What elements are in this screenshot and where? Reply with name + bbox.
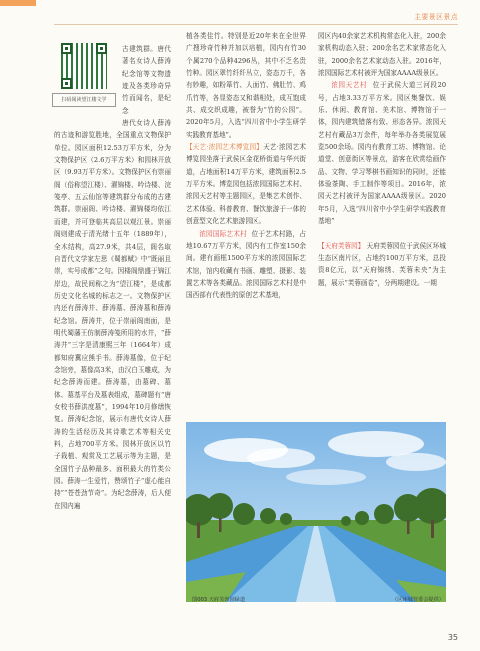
photo-credit: （区环城管委会提供） — [392, 597, 444, 603]
photo-caption: 图003 天府芙蓉园绿道 — [192, 597, 246, 603]
qr-code-icon[interactable] — [61, 43, 107, 89]
column-1 — [54, 43, 171, 512]
heading-tianfu-furong-garden: 【天府芙蓉园】 — [318, 241, 365, 250]
section-header: 主要景区景点 — [414, 13, 458, 21]
col3-paragraph-3: 天府芙蓉园位于武侯区环城生态区南片区，占地约100万平方米，总投资8亿元，以“天府锦绣、芙蓉未央”为主题，展示“芙蓉画卷”，分两期建设。一期 — [318, 241, 447, 287]
col3-paragraph-2: 位于武侯大道三河段20号，占地3.33万平方米。园区集餐饮、娱乐、休闲、教育馆、美术馆、博物馆于一体，园内建筑错落有致、形态各异。浓园天艺村有藏品3万余件，每年举办各类展览展览500余场。园内有教育工坊、博物馆、论道堂、创意街区等景点，游客在欣赏绘画作品、文物、学习琴棋书画知识的同时，还能体验茶陶、手工制作等项目。2016年，浓园天艺村被评为国家AAAA级景区。2020年5月，入选“四川省中小学生研学实践教育基地” — [318, 81, 447, 226]
col3-paragraph-1: 园区内40余家艺术机构常态化入驻，200余家机构动态入驻；200余名艺术家常态化入驻，2000余名艺术家动态入驻。2016年，浓园国际艺术村被评为国家AAAA级景区。 — [318, 32, 446, 78]
col2-paragraph-2: 天艺·浓园艺术博览园坐落于武侯区金花桥街道与华兴街道，占地面积14万平方米，建筑面积2.5万平方米。博览园包括浓园国际艺术村、浓园天艺村等主题园区，是集艺术创作、艺术体验、科普教育、餐饮旅游于一体的创意型文化艺术旅游园区。 — [186, 143, 306, 226]
qr-caption: 扫码阅读望江楼文学 — [52, 93, 116, 107]
col2-paragraph-3: 位于艺术村路，占地10.67万平方米，园内有工作室150余间。建有画框1500平方米的浓园国际艺术馆，馆内收藏有书画、雕塑、摄影、装置艺术等各类藏品。浓园国际艺术村是中国西部有代表性的原创艺术基地， — [186, 229, 306, 300]
col1-paragraph: 唐代女诗人薛涛的古迹和游览胜地，全国重点文物保护单位。园区面积12.53万平方米，分为文物保护区（2.6万平方米）和园林开放区（9.93万平方米）。文物保护区有崇丽阁（俗称望江楼）、濯锦楼、吟诗楼、浣笺亭、五云仙馆等建筑群分布成的古建筑群。崇丽阁、吟诗楼、濯锦楼均依江而建，并可登临其高层以观江景。崇丽阁则建成于清光绪十五年（1889年），全木结构，高27.9米，共4层，阁名取自晋代文学家左思《蜀都赋》中“既丽且崇，实号成都”之句。因楼阁鼎盛于锦江岸边，故民间称之为“望江楼”，是成都历史文化名城的标志之一。文物保护区内还有薛涛井、薛涛墓、薛涛墓和薛涛纪念馆。薛涛井，位于崇丽阁南面，是明代蜀藩王仿制薛涛笺所用的水井，“薛涛井”三字是清康熙三年（1664年）成都知府冀应熊手书。薛涛墓像，位于纪念馆旁，墓像高3米，由汉白玉雕成，为纪念薛涛而建。薛涛墓，由墓碑、墓体、墓基平台及墓表组成，墓碑题有“唐女校书薛洪度墓”，1994年10月修缮恢复。薛涛纪念馆，展示有唐代女诗人薛涛的生活经历及其诗歌艺术等相关史料，占地700平方米。园林开放区以竹子栽植、观赏及工艺展示等为主题，是全国竹子品种最多、面积最大的竹类公园。薛涛一生爱竹，赞颂竹子“虚心能自持”“苍苍劲节奇”。为纪念薛涛，后人便在园内遍 — [54, 119, 171, 510]
col2-paragraph-1: 植各类佳竹。特别是近20年来在全世界广搜珍奇竹种并加以培植，园内有竹30个属270个品种4296丛，其中不乏名贵竹种。园区翠竹纤纤丛立，姿态万千，各有妙趣，如粉箪竹、人面竹、佛肚竹、鸡爪竹等，各显姿态又和谐相处，成互饱成共、成交织成趣，被誉为“竹的公园”。2020年5月，入选“四川省中小学生研学实践教育基地”。 — [186, 32, 306, 139]
greenway-photo — [186, 422, 446, 602]
subheading-nongyuan-art-village: 浓园国际艺术村 — [199, 229, 247, 238]
header-rule — [54, 24, 458, 25]
heading-tianyi-nongyuan: 【天艺·浓园艺术博览园】 — [186, 143, 264, 152]
column-2 — [186, 30, 306, 302]
col1-lead-text: 古建筑群。唐代著名女诗人薛涛纪念馆等文物遗迹及各类珍奇异竹而闻名，是纪念 — [122, 45, 171, 115]
subheading-nongyuan-tianyi: 浓园天艺村 — [331, 81, 368, 90]
qr-code-block[interactable] — [52, 43, 116, 121]
column-3 — [318, 30, 446, 289]
page-number: 35 — [447, 633, 458, 642]
corner-decoration — [0, 0, 36, 6]
